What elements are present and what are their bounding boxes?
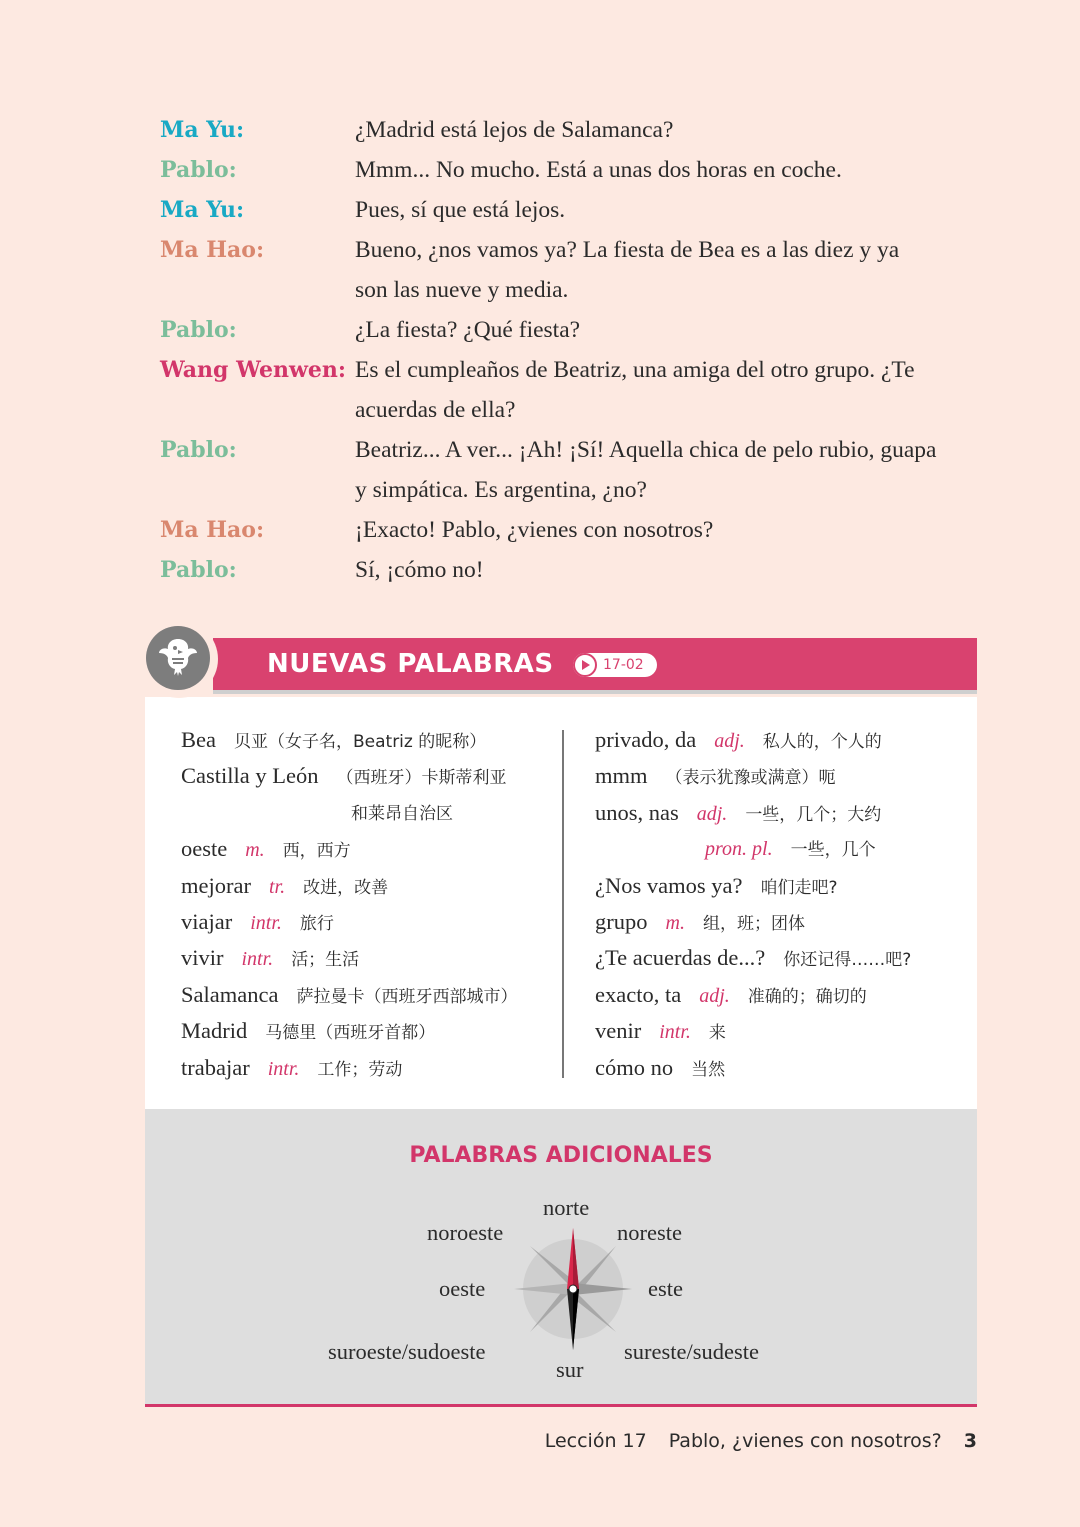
vocab-translation: 一些，几个	[790, 840, 876, 861]
vocab-translation: 萨拉曼卡（西班牙西部城市）	[296, 986, 518, 1007]
speech-text: Pues, sí que está lejos.	[355, 197, 566, 223]
dialogue	[160, 110, 990, 590]
dialogue-line	[160, 470, 990, 510]
vocab-pos: intr.	[250, 911, 282, 934]
speaker-name: Wang Wenwen:	[160, 357, 347, 383]
speaker-name: Ma Hao:	[160, 237, 265, 263]
vocab-entry	[595, 722, 965, 758]
vocab-word: trabajar	[181, 1054, 250, 1080]
speech-text: ¿Madrid está lejos de Salamanca?	[355, 117, 674, 143]
dir-oeste: oeste	[439, 1276, 486, 1301]
vocab-translation: 一些，几个；大约	[745, 804, 882, 825]
speech-text: ¿La fiesta? ¿Qué fiesta?	[355, 317, 581, 343]
bird-icon	[155, 635, 201, 681]
dir-este: este	[648, 1276, 683, 1301]
dialogue-line	[160, 310, 990, 350]
additional-words-title: PALABRAS ADICIONALES	[409, 1143, 713, 1168]
vocab-word: Madrid	[181, 1018, 248, 1044]
vocab-entry	[595, 977, 965, 1013]
speaker-name: Ma Yu:	[160, 197, 245, 223]
vocab-entry	[595, 758, 965, 794]
vocab-translation: 来	[708, 1023, 726, 1044]
speaker-name	[160, 270, 355, 310]
column-divider	[562, 730, 564, 1078]
vocab-word: ¿Nos vamos ya?	[595, 872, 743, 898]
speech-text: y simpática. Es argentina, ¿no?	[355, 477, 647, 503]
lesson-emblem	[140, 620, 218, 698]
dialogue-line	[160, 350, 990, 390]
speech-text: Bueno, ¿nos vamos ya? La fiesta de Bea es a las diez y ya	[355, 237, 900, 263]
vocab-translation: 工作；劳动	[317, 1059, 403, 1080]
vocab-entry	[181, 758, 551, 794]
vocab-translation: 西，西方	[282, 841, 351, 862]
vocab-translation: 旅行	[299, 913, 334, 934]
vocab-word: unos, nas	[595, 799, 679, 825]
vocab-banner	[213, 638, 977, 694]
footer-title: Pablo, ¿vienes con nosotros?	[668, 1430, 942, 1452]
dialogue-line	[160, 190, 990, 230]
speaker-name: Ma Hao:	[160, 517, 265, 543]
vocab-entry	[595, 904, 965, 940]
dialogue-line	[160, 110, 990, 150]
speaker-name: Pablo:	[160, 317, 237, 343]
speaker-name: Pablo:	[160, 557, 237, 583]
vocab-entry	[181, 940, 551, 976]
speech-text: Mmm... No mucho. Está a unas dos horas en coche.	[355, 157, 842, 183]
speech-text: acuerdas de ella?	[355, 397, 516, 423]
vocab-title: NUEVAS PALABRAS	[267, 649, 554, 679]
vocab-translation: 活；生活	[291, 950, 360, 971]
dialogue-line	[160, 550, 990, 590]
vocab-pos: m.	[665, 911, 685, 934]
page-footer	[545, 1430, 977, 1452]
vocab-entry	[181, 722, 551, 758]
vocab-word: oeste	[181, 836, 228, 862]
vocab-pos: intr.	[659, 1021, 691, 1044]
vocab-translation: 当然	[691, 1059, 726, 1080]
dir-noreste: noreste	[617, 1220, 682, 1245]
vocab-entry	[595, 1050, 965, 1086]
dir-suroeste: suroeste/sudoeste	[328, 1339, 486, 1364]
vocab-translation: 和莱昂自治区	[351, 803, 453, 824]
vocab-word: Salamanca	[181, 981, 279, 1007]
dialogue-line	[160, 230, 990, 270]
speech-text: Beatriz... A ver... ¡Ah! ¡Sí! Aquella chica de pelo rubio, guapa	[355, 437, 937, 463]
speaker-name: Ma Yu:	[160, 117, 245, 143]
vocab-pos: intr.	[241, 948, 274, 971]
vocab-entry	[595, 940, 965, 976]
vocab-entry	[181, 1050, 551, 1086]
page-number: 3	[963, 1430, 977, 1452]
vocab-entry	[595, 831, 965, 867]
dialogue-line	[160, 430, 990, 470]
dir-sur: sur	[556, 1357, 584, 1382]
dir-sureste: sureste/sudeste	[624, 1339, 759, 1364]
vocab-translation: （西班牙）卡斯蒂利亚	[336, 768, 507, 789]
vocab-translation: 私人的，个人的	[762, 732, 882, 752]
dir-noroeste: noroeste	[427, 1220, 504, 1245]
vocab-column-left	[181, 722, 551, 1086]
vocab-word: grupo	[595, 908, 648, 934]
speech-text: Sí, ¡cómo no!	[355, 557, 484, 583]
vocab-entry	[595, 868, 965, 904]
vocab-word: privado, da	[595, 727, 697, 752]
vocab-word: viajar	[181, 908, 233, 934]
vocab-pos: m.	[245, 839, 265, 862]
dir-norte: norte	[543, 1195, 590, 1220]
vocab-pos: adj.	[696, 802, 728, 825]
vocab-translation: 准确的；确切的	[747, 986, 867, 1007]
speech-text: ¡Exacto! Pablo, ¿vienes con nosotros?	[355, 517, 714, 543]
speech-text: Es el cumpleaños de Beatriz, una amiga del otro grupo. ¿Te	[355, 357, 915, 383]
dialogue-line	[160, 510, 990, 550]
vocab-word: venir	[595, 1018, 642, 1044]
vocab-entry	[181, 1013, 551, 1049]
play-icon[interactable]	[573, 653, 597, 677]
vocab-translation: 改进，改善	[303, 877, 389, 898]
speaker-name: Pablo:	[160, 157, 237, 183]
vocab-word: vivir	[181, 945, 224, 971]
vocab-word: exacto, ta	[595, 981, 682, 1007]
dialogue-line	[160, 390, 990, 430]
speaker-name: Pablo:	[160, 437, 237, 463]
footer-lesson: Lección 17	[544, 1430, 647, 1452]
speaker-name	[160, 390, 355, 430]
vocab-word: Castilla y León	[181, 763, 319, 789]
vocab-pos: tr.	[268, 875, 286, 898]
additional-words-panel	[145, 1109, 977, 1407]
vocab-pos: adj.	[699, 984, 730, 1007]
vocab-entry	[595, 1013, 965, 1049]
dialogue-line	[160, 150, 990, 190]
vocab-entry	[181, 795, 551, 831]
vocab-pos: adj.	[714, 730, 745, 752]
vocab-word: cómo no	[595, 1054, 674, 1080]
audio-badge[interactable]	[573, 653, 657, 677]
speaker-name	[160, 470, 355, 510]
vocab-word: mejorar	[181, 872, 251, 898]
vocab-word: mmm	[595, 763, 648, 789]
vocab-translation: 咱们走吧?	[760, 877, 838, 898]
audio-track-label: 17-02	[603, 657, 644, 673]
vocab-word: Bea	[181, 727, 216, 752]
vocab-entry	[181, 904, 551, 940]
vocab-entry	[595, 795, 965, 831]
compass-rose-icon	[510, 1226, 636, 1352]
vocab-translation: 马德里（西班牙首都）	[265, 1023, 436, 1044]
dialogue-line	[160, 270, 990, 310]
vocab-entry	[181, 977, 551, 1013]
vocab-translation: 组，班；团体	[702, 913, 805, 934]
vocab-entry	[181, 868, 551, 904]
vocab-entry	[181, 831, 551, 867]
vocab-translation: 贝亚（女子名，Beatriz 的昵称）	[233, 732, 487, 752]
vocab-column-right	[595, 722, 965, 1086]
speech-text: son las nueve y media.	[355, 277, 569, 303]
vocab-word: ¿Te acuerdas de...?	[595, 945, 766, 971]
vocab-translation: （表示犹豫或满意）呃	[665, 768, 836, 789]
vocab-pos: intr.	[267, 1057, 300, 1080]
vocab-pos: pron. pl.	[705, 838, 773, 861]
vocab-translation: 你还记得……吧?	[783, 950, 912, 971]
